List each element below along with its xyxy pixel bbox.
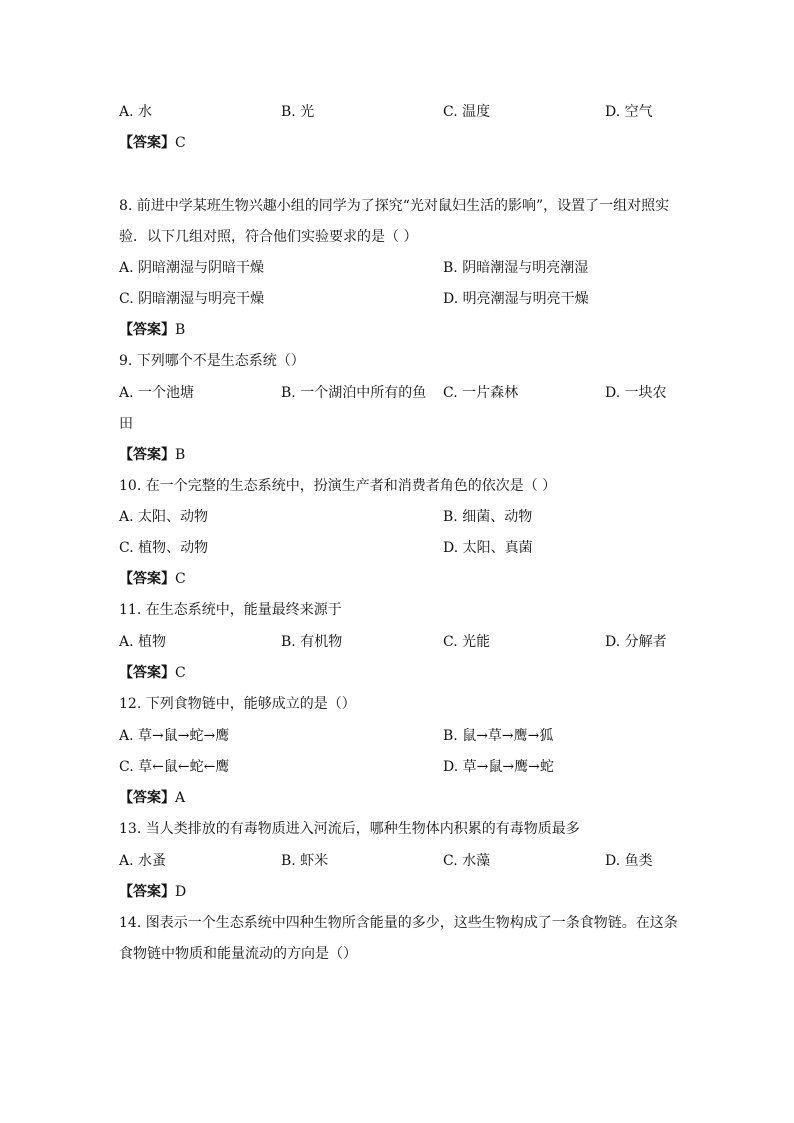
answer-label: 【答案】 bbox=[119, 322, 175, 338]
q9-stem: 9. 下列哪个不是生态系统（） bbox=[119, 353, 305, 369]
q10-option-b: B. 细菌、动物 bbox=[443, 509, 533, 525]
q13-answer bbox=[119, 882, 186, 902]
q7-option-d: D. 空气 bbox=[605, 104, 653, 120]
q7-option-c: C. 温度 bbox=[443, 104, 491, 120]
answer-label: 【答案】 bbox=[119, 447, 175, 463]
q10-answer bbox=[119, 569, 186, 589]
q14-stem-line2: 食物链中物质和能量流动的方向是（） bbox=[119, 946, 357, 962]
answer-value: C bbox=[175, 135, 186, 151]
answer-value: B bbox=[175, 322, 186, 338]
q10-option-a: A. 太阳、动物 bbox=[119, 509, 209, 525]
answer-label: 【答案】 bbox=[119, 665, 175, 681]
q12-answer bbox=[119, 788, 185, 808]
q9-option-d-wrap: 田 bbox=[119, 416, 133, 432]
q7-option-a: A. 水 bbox=[119, 104, 153, 120]
q9-option-b: B. 一个湖泊中所有的鱼 bbox=[281, 385, 427, 401]
answer-value: A bbox=[175, 790, 186, 806]
q13-option-c: C. 水藻 bbox=[443, 853, 491, 869]
answer-value: D bbox=[175, 884, 187, 900]
answer-label: 【答案】 bbox=[119, 884, 175, 900]
q11-option-d: D. 分解者 bbox=[605, 634, 667, 650]
q8-option-d: D. 明亮潮湿与明亮干燥 bbox=[443, 291, 589, 307]
q9-option-d: D. 一块农 bbox=[605, 385, 667, 401]
q12-option-b: B. 鼠→草→鹰→狐 bbox=[443, 728, 554, 744]
q8-answer bbox=[119, 320, 185, 340]
q8-option-a: A. 阴暗潮湿与阴暗干燥 bbox=[119, 260, 265, 276]
q11-option-c: C. 光能 bbox=[443, 634, 491, 650]
q8-stem-line2: 验．以下几组对照，符合他们实验要求的是（ ） bbox=[119, 229, 418, 245]
q12-stem: 12. 下列食物链中，能够成立的是（） bbox=[119, 696, 356, 712]
q12-option-a: A. 草→鼠→蛇→鹰 bbox=[119, 728, 230, 744]
q14-stem-line1: 14. 图表示一个生态系统中四种生物所含能量的多少，这些生物构成了一条食物链。在这条 bbox=[119, 915, 678, 931]
q9-answer bbox=[119, 445, 185, 465]
q11-option-a: A. 植物 bbox=[119, 634, 167, 650]
q13-option-d: D. 鱼类 bbox=[605, 853, 653, 869]
q8-stem-line1: 8. 前进中学某班生物兴趣小组的同学为了探究“光对鼠妇生活的影响”，设置了一组对照实 bbox=[119, 198, 670, 214]
q13-option-a: A. 水蚤 bbox=[119, 853, 167, 869]
q7-option-b: B. 光 bbox=[281, 104, 315, 120]
q8-option-b: B. 阴暗潮湿与明亮潮湿 bbox=[443, 260, 589, 276]
q11-answer bbox=[119, 663, 186, 683]
q9-option-a: A. 一个池塘 bbox=[119, 385, 195, 401]
answer-label: 【答案】 bbox=[119, 135, 175, 151]
q12-option-c: C. 草←鼠←蛇←鹰 bbox=[119, 759, 230, 775]
answer-value: B bbox=[175, 447, 186, 463]
q10-option-c: C. 植物、动物 bbox=[119, 540, 209, 556]
answer-label: 【答案】 bbox=[119, 790, 175, 806]
answer-value: C bbox=[175, 571, 186, 587]
q9-option-c: C. 一片森林 bbox=[443, 385, 519, 401]
q10-stem: 10. 在一个完整的生态系统中，扮演生产者和消费者角色的依次是（ ） bbox=[119, 478, 557, 494]
q13-stem: 13. 当人类排放的有毒物质进入河流后，哪种生物体内积累的有毒物质最多 bbox=[119, 821, 580, 837]
answer-value: C bbox=[175, 665, 186, 681]
answer-label: 【答案】 bbox=[119, 571, 175, 587]
q11-stem: 11. 在生态系统中，能量最终来源于 bbox=[119, 602, 342, 618]
q13-option-b: B. 虾米 bbox=[281, 853, 329, 869]
q11-option-b: B. 有机物 bbox=[281, 634, 343, 650]
q7-answer bbox=[119, 133, 186, 153]
q12-option-d: D. 草→鼠→鹰→蛇 bbox=[443, 759, 554, 775]
q10-option-d: D. 太阳、真菌 bbox=[443, 540, 533, 556]
q8-option-c: C. 阴暗潮湿与明亮干燥 bbox=[119, 291, 265, 307]
